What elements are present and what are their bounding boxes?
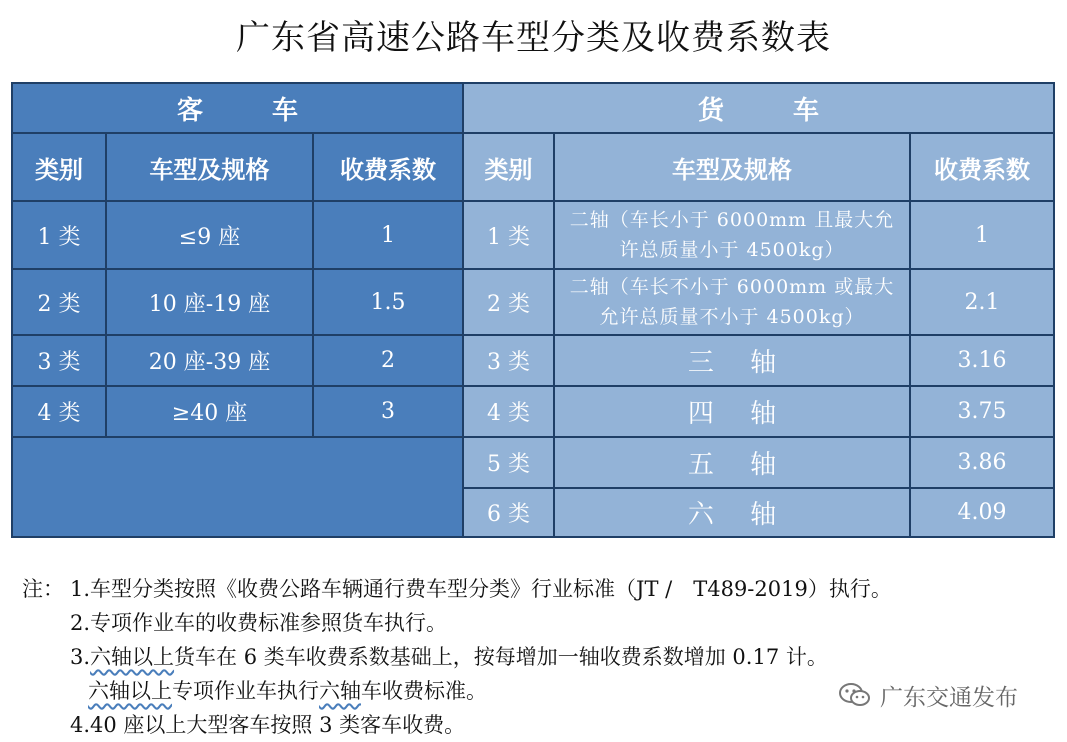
truck-col-coef: 收费系数 xyxy=(910,133,1054,201)
truck-row-4-class: 4 类 xyxy=(463,386,554,437)
truck-row-3-spec: 三 轴 xyxy=(554,335,910,386)
bus-row-2-coef: 1.5 xyxy=(313,269,463,335)
bus-row-2-spec: 10 座-19 座 xyxy=(106,269,313,335)
notes xyxy=(22,572,1042,742)
note-1-text: 1.车型分类按照《收费公路车辆通行费车型分类》行业标准（JT / T489-2019）执行。 xyxy=(70,577,892,601)
truck-row-2-spec: 二轴（车长不小于 6000mm 或最大允许总质量不小于 4500kg） xyxy=(554,269,910,335)
truck-row-4-coef: 3.75 xyxy=(910,386,1054,437)
truck-row-5-spec: 五 轴 xyxy=(554,437,910,488)
bus-row-4-spec: ≥40 座 xyxy=(106,386,313,437)
bus-row-4-class: 4 类 xyxy=(12,386,106,437)
truck-row-6-coef: 4.09 xyxy=(910,488,1054,537)
notes-label: 注： xyxy=(22,577,64,601)
truck-row-4-spec: 四 轴 xyxy=(554,386,910,437)
watermark-text: 广东交通发布 xyxy=(880,684,1018,711)
bus-col-spec: 车型及规格 xyxy=(106,133,313,201)
bus-row-3-coef: 2 xyxy=(313,335,463,386)
truck-row-1-class: 1 类 xyxy=(463,201,554,269)
bus-row-2-class: 2 类 xyxy=(12,269,106,335)
bus-col-coef: 收费系数 xyxy=(313,133,463,201)
truck-row-6-class: 6 类 xyxy=(463,488,554,537)
truck-row-6-spec: 六 轴 xyxy=(554,488,910,537)
page-title: 广东省高速公路车型分类及收费系数表 xyxy=(236,18,831,58)
bus-row-3-spec: 20 座-39 座 xyxy=(106,335,313,386)
truck-section-header: 货 车 xyxy=(463,83,1054,133)
note-3b-underlined: 六轴以上 xyxy=(88,679,172,703)
bus-row-1-class: 1 类 xyxy=(12,201,106,269)
note-3b-rest: 车收费标准。 xyxy=(361,679,487,703)
bus-row-1-coef: 1 xyxy=(313,201,463,269)
truck-row-2-class: 2 类 xyxy=(463,269,554,335)
watermark xyxy=(838,680,1018,710)
truck-row-2-coef: 2.1 xyxy=(910,269,1054,335)
truck-row-5-coef: 3.86 xyxy=(910,437,1054,488)
truck-col-spec: 车型及规格 xyxy=(554,133,910,201)
note-3a-underlined: 六轴以上 xyxy=(90,645,175,669)
note-1 xyxy=(22,572,1042,606)
note-3a-prefix: 3. xyxy=(70,645,91,669)
truck-row-1-coef: 1 xyxy=(910,201,1054,269)
bus-row-4-coef: 3 xyxy=(313,386,463,437)
bus-col-class: 类别 xyxy=(12,133,106,201)
note-3b-underlined-2: 六轴 xyxy=(319,679,361,703)
bus-empty-area xyxy=(12,437,463,537)
bus-section-header: 客 车 xyxy=(12,83,463,133)
truck-col-class: 类别 xyxy=(463,133,554,201)
truck-row-5-class: 5 类 xyxy=(463,437,554,488)
note-3a-rest: 货车在 6 类车收费系数基础上，按每增加一轴收费系数增加 0.17 计。 xyxy=(174,645,828,669)
truck-row-3-coef: 3.16 xyxy=(910,335,1054,386)
truck-row-1-spec: 二轴（车长小于 6000mm 且最大允许总质量小于 4500kg） xyxy=(554,201,910,269)
bus-row-3-class: 3 类 xyxy=(12,335,106,386)
truck-row-3-class: 3 类 xyxy=(463,335,554,386)
note-2: 2.专项作业车的收费标准参照货车执行。 xyxy=(70,611,448,635)
fee-table xyxy=(11,82,1055,538)
wechat-icon xyxy=(838,682,872,708)
note-4: 4.40 座以上大型客车按照 3 类客车收费。 xyxy=(70,713,466,737)
note-3b-mid: 专项作业车执行 xyxy=(172,679,319,703)
note-3a xyxy=(22,640,1042,674)
bus-row-1-spec: ≤9 座 xyxy=(106,201,313,269)
